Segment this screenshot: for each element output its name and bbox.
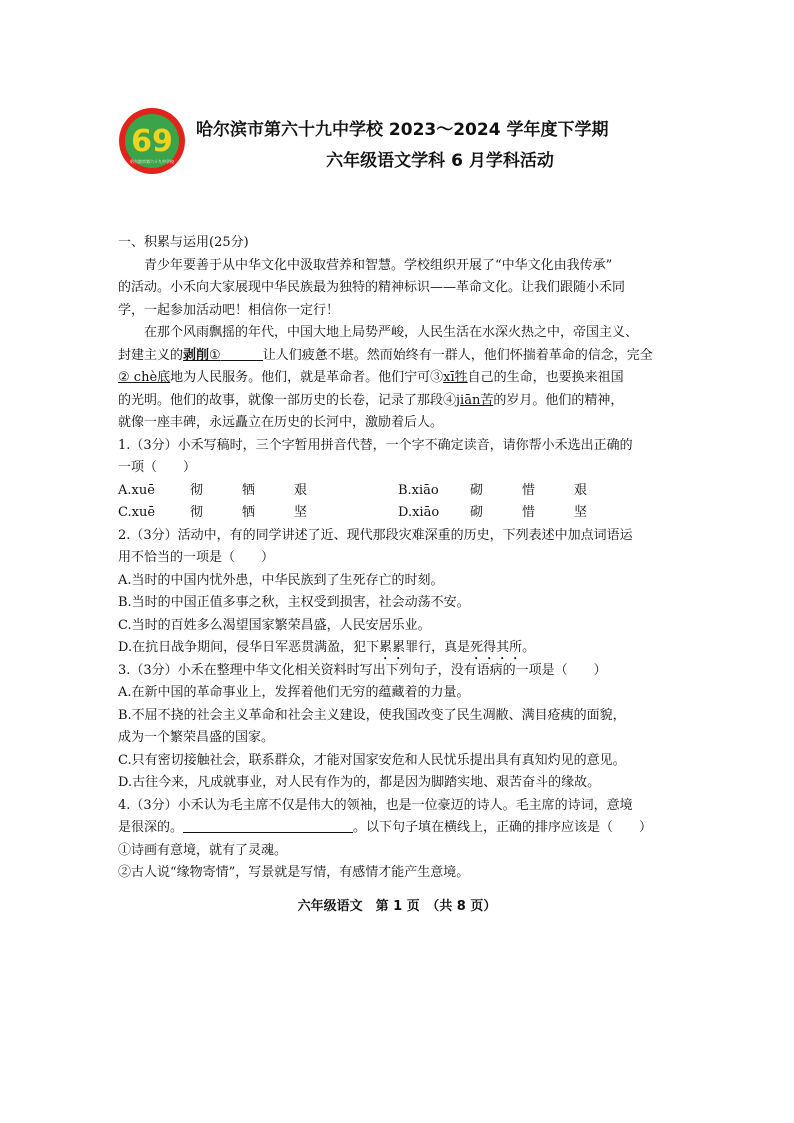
intro-line: 青少年要善于从中华文化中汲取营养和智慧。学校组织开展了“中华文化由我传承” (144, 257, 613, 273)
exam-subtitle: 六年级语文学科 6 月学科活动 (326, 151, 554, 171)
passage-text: 让人们疲惫不堪。然而始终有一群人，他们怀揣着革命的信念，完全 (262, 347, 653, 363)
blank-marker: ① (209, 347, 221, 363)
pinyin-word: ② chè底 (118, 370, 171, 385)
passage-text: 封建主义的 (118, 347, 184, 363)
question-2-stem: 2.（3分）活动中，有的同学讲述了近、现代那段灾难深重的历史，下列表述中加点词语运 (118, 527, 633, 543)
option-a[interactable]: A.当时的中国内忧外患，中华民族到了生死存亡的时刻。 (118, 572, 444, 588)
option-d[interactable]: D.古往今来，凡成就事业，对人民有作为的，都是因为脚踏实地、艰苦奋斗的缘故。 (118, 775, 601, 790)
pinyin-word: jiān苦 (456, 392, 494, 408)
sentence-2: ②古人说“缘物寄情”，写景就是写情，有感情才能产生意境。 (118, 865, 470, 880)
option-d[interactable]: D.在抗日战争期间，侵华日军恶贯满盈，犯下累累罪行，真是死得其所。 (118, 640, 536, 655)
option-a[interactable]: A.在新中国的革命事业上，发挥着他们无穷的蕴藏着的力量。 (118, 685, 470, 700)
option-a[interactable]: A.xuē 彻 牺 艰 (118, 482, 308, 498)
question-1-stem: 1.（3分）小禾写稿时，三个字暂用拼音代替，一个字不确定读音，请你帮小禾选出正确的 (118, 437, 633, 453)
option-d[interactable]: D.xiāo 砌 惜 坚 (398, 505, 588, 520)
fill-blank[interactable] (221, 346, 263, 361)
page-content (118, 232, 678, 885)
logo-caption: 哈尔滨市第六十九中学校 (130, 159, 174, 164)
passage-line (118, 367, 678, 390)
option-b[interactable]: B.不屈不挠的社会主义革命和社会主义建设，使我国改变了民生凋敝、满目疮痍的面貌， (118, 707, 626, 723)
exam-title: 哈尔滨市第六十九中学校 2023～2024 学年度下学期 (196, 120, 609, 140)
passage-text: 自己的生命，也要换来祖国 (467, 370, 624, 385)
option-c[interactable]: C.xuē 彻 牺 坚 (118, 505, 308, 520)
question-2-stem: 用不恰当的一项是（ ） (118, 550, 275, 565)
question-4-stem: 是很深的。 。以下句子填在横线上，正确的排序应该是（ ） (118, 820, 653, 835)
passage-text: 地为人民服务。他们，就是革命者。他们宁可③ (170, 370, 444, 385)
question-3-stem: 3.（3分）小禾在整理中华文化相关资料时写出下列句子，没有语病的一项是（ ） (118, 662, 607, 678)
option-b-cont[interactable]: 成为一个繁荣昌盛的国家。 (118, 730, 275, 745)
logo-number: 69 (131, 124, 173, 159)
question-4-stem: 4.（3分）小禾认为毛主席不仅是伟大的领袖，也是一位豪迈的诗人。毛主席的诗词，意境 (118, 797, 633, 813)
intro-line: 学，一起参加活动吧！相信你一定行！ (118, 302, 340, 318)
intro-line: 的活动。小禾向大家展现中华民族最为独特的精神标识——革命文化。让我们跟随小禾同 (118, 280, 626, 295)
passage-line (118, 345, 678, 368)
question-1-stem: 一项（ ） (118, 460, 197, 475)
option-b[interactable]: B.当时的中国正值多事之秋，主权受到损害，社会动荡不安。 (118, 595, 470, 610)
option-c[interactable]: C.只有密切接触社会，联系群众，才能对国家安危和人民忧乐提出具有真知灼见的意见。 (118, 752, 626, 768)
question-1-options (118, 480, 678, 503)
passage-line: 就像一座丰碑，永远矗立在历史的长河中，激励着后人。 (118, 415, 444, 430)
sentence-1: ①诗画有意境，就有了灵魂。 (118, 842, 288, 858)
passage-line (118, 390, 678, 413)
section-heading: 一、积累与运用(25分) (118, 235, 249, 250)
pinyin-word: xī牲 (443, 370, 468, 385)
dotted-word: 死得其所 (470, 640, 523, 655)
option-b[interactable]: B.xiāo 砌 惜 艰 (398, 482, 588, 498)
dotted-word: 累累 (379, 640, 406, 655)
underlined-word: 剥削 (183, 347, 210, 363)
passage-line: 在那个风雨飘摇的年代，中国大地上局势严峻，人民生活在水深火热之中，帝国主义、 (144, 325, 639, 340)
school-logo (118, 107, 186, 175)
answer-blank[interactable] (183, 818, 353, 833)
option-c[interactable]: C.当时的百姓多么渴望国家繁荣昌盛，人民安居乐业。 (118, 617, 431, 633)
passage-text: 的岁月。他们的精神， (493, 392, 624, 408)
question-1-options (118, 502, 678, 525)
passage-text: 的光明。他们的故事，就像一部历史的长卷，记录了那段④ (118, 392, 457, 408)
page-footer: 六年级语文 第 1 页 （共 8 页） (297, 899, 497, 914)
